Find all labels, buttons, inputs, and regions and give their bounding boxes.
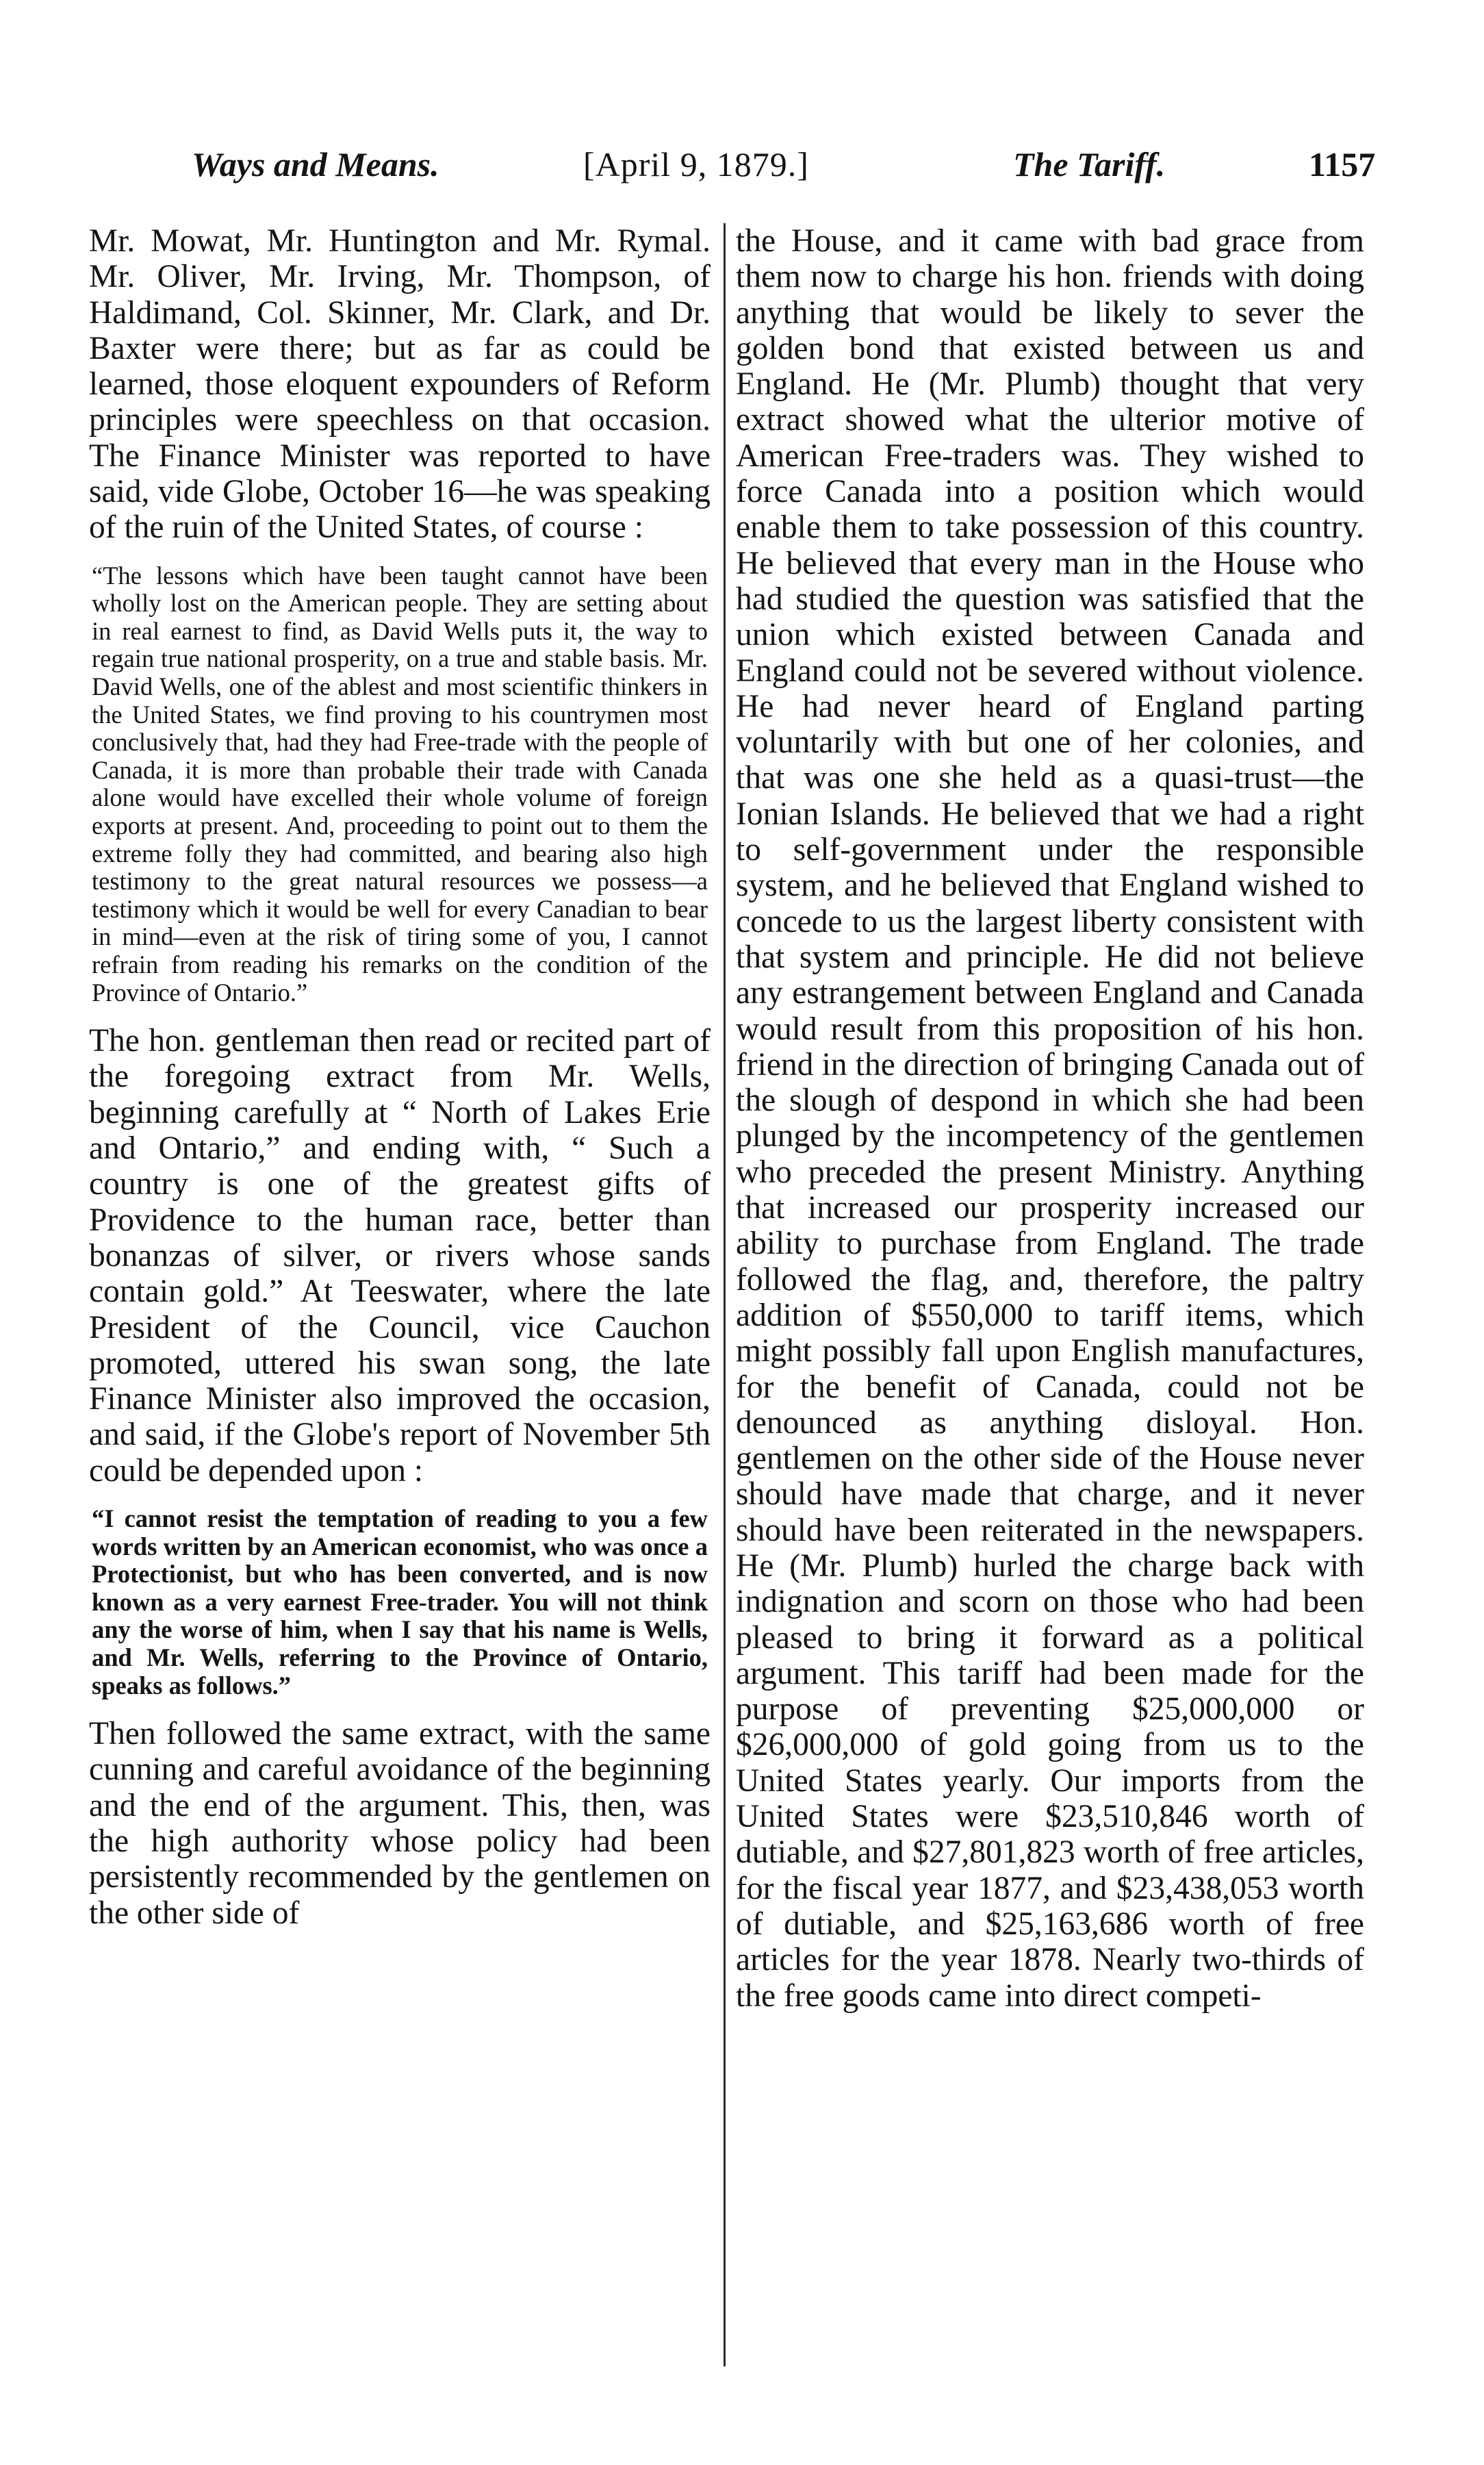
left-paragraph-3: Then followed the same extract, with the same cunning and careful avoidance of the beginning and the end of the argument. This, then, was the high authority whose policy had been persistently recommended by the gentlemen on the other side of [89,1716,711,1931]
page-header [0,137,1484,192]
left-quote-2: “I cannot resist the temptation of reading to you a few words written by an American economist, who was once a Protectionist, but who has been converted, and is now known as a very earnest Free-trader. You will not think any the worse of him, when I say that his name is Wells, and Mr. Wells, referring to the Province of Ontario, speaks as follows.” [92,1504,708,1699]
right-column [736,223,1364,2366]
column-divider [724,223,726,2366]
left-paragraph-1: Mr. Mowat, Mr. Huntington and Mr. Rymal. Mr. Oliver, Mr. Irving, Mr. Thompson, of Haldimand, Col. Skinner, Mr. Clark, and Dr. Baxter were there; but as far as could be learned, those eloquent expounders of Reform principles were speechless on that occasion. The Finance Minister was reported to have said, vide Globe, October 16—he was speaking of the ruin of the United States, of course : [89,223,711,546]
running-head-right: The Tariff. [1013,145,1166,184]
right-paragraph-1: the House, and it came with bad grace from them now to charge his hon. friends with doing anything that would be likely to sever the golden bond that existed between us and England. He (Mr. Plumb) thought that very extract showed what the ulterior motive of American Free-traders was. They wished to force Canada into a position which would enable them to take possession of this country. He believed that every man in the House who had studied the question was satisfied that the union which existed between Canada and England could not be severed without violence. He had never heard of England parting voluntarily with but one of her colonies, and that was one she held as a quasi-trust—the Ionian Islands. He believed that we had a right to self-government under the responsible system, and he believed that England wished to concede to us the largest liberty consistent with that system and principle. He did not believe any estrangement between England and Canada would result from this proposition of his hon. friend in the direction of bringing Canada out of the slough of despond in which she had been plunged by the incompetency of the gentlemen who preceded the present Ministry. Anything that increased our prosperity increased our ability to purchase from England. The trade followed the flag, and, therefore, the paltry addition of $550,000 to tariff items, which might possibly fall upon English manufactures, for the benefit of Canada, could not be denounced as anything disloyal. Hon. gentlemen on the other side of the House never should have made that charge, and it never should have been reiterated in the newspapers. He (Mr. Plumb) hurled the charge back with indignation and scorn on those who had been pleased to bring it forward as a political argument. This tariff had been made for the purpose of preventing $25,000,000 or $26,000,000 of gold going from us to the United States yearly. Our imports from the United States were $23,510,846 worth of dutiable, and $27,801,823 worth of free articles, for the fiscal year 1877, and $23,438,053 worth of dutiable, and $25,163,686 worth of free articles for the year 1878. Nearly two-thirds of the free goods came into direct competi- [736,223,1364,2014]
page-number: 1157 [1309,145,1376,184]
left-column [89,223,711,2366]
running-head-left: Ways and Means. [192,145,439,184]
running-head-date: [April 9, 1879.] [583,145,809,184]
left-paragraph-2: The hon. gentleman then read or recited part of the foregoing extract from Mr. Wells, beginning carefully at “ North of Lakes Erie and Ontario,” and ending with, “ Such a country is one of the greatest gifts of Providence to the human race, better than bonanzas of silver, or rivers whose sands contain gold.” At Teeswater, where the late President of the Council, vice Cauchon promoted, uttered his swan song, the late Finance Minister also improved the occasion, and said, if the Globe's report of November 5th could be depended upon : [89,1023,711,1489]
left-quote-1: “The lessons which have been taught cannot have been wholly lost on the American people. They are setting about in real earnest to find, as David Wells puts it, the way to regain true national prosperity, on a true and stable basis. Mr. David Wells, one of the ablest and most scientific thinkers in the United States, we find proving to his countrymen most conclusively that, had they had Free-trade with the people of Canada, it is more than probable their trade with Canada alone would have excelled their whole volume of foreign exports at present. And, proceeding to point out to them the extreme folly they had committed, and bearing also high testimony to the great natural resources we possess—a testimony which it would be well for every Canadian to bear in mind—even at the risk of tiring some of you, I cannot refrain from reading his remarks on the condition of the Province of Ontario.” [92,561,708,1007]
